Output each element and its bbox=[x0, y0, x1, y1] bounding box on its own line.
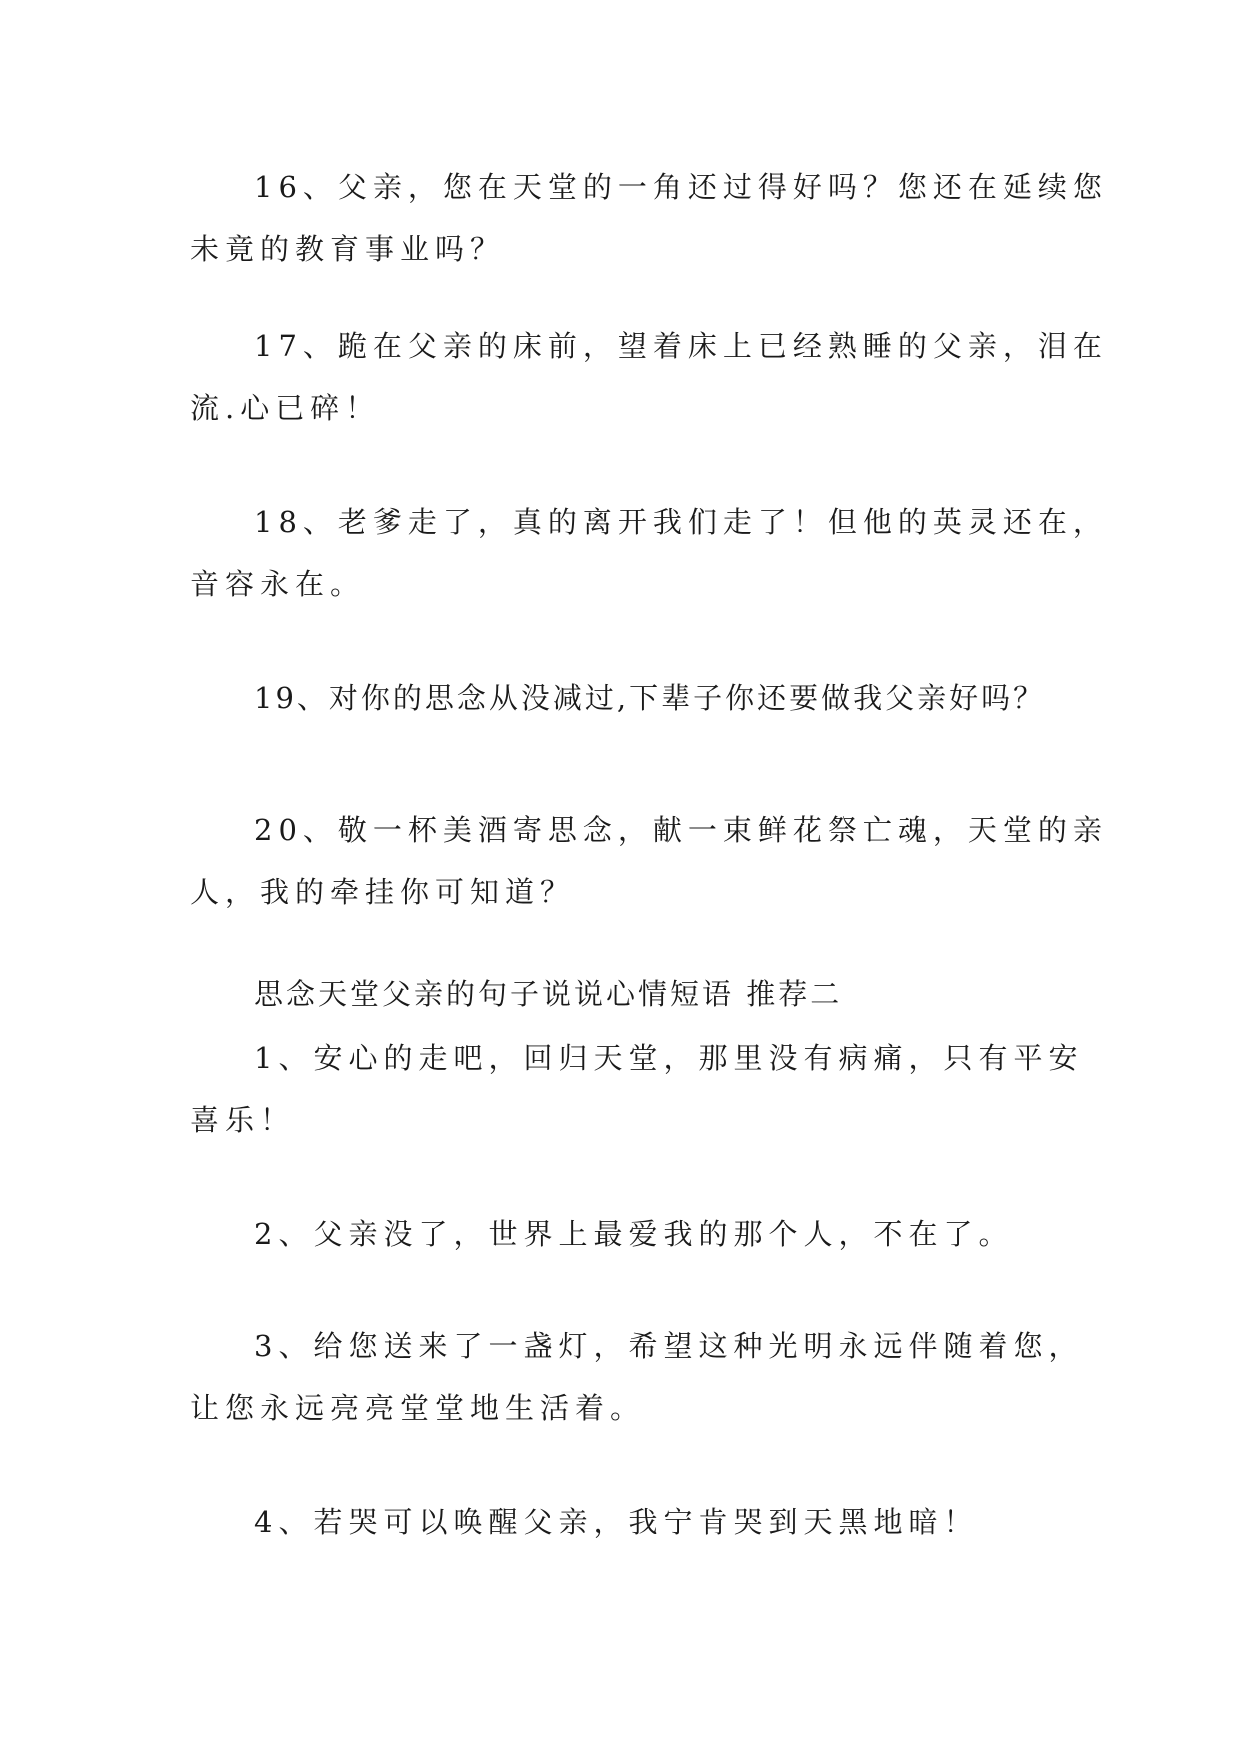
paragraph-line: 让您永远亮亮堂堂地生活着。 bbox=[190, 1391, 646, 1425]
paragraph-line: 喜乐！ bbox=[190, 1103, 296, 1137]
section-heading: 思念天堂父亲的句子说说心情短语 推荐二 bbox=[254, 977, 843, 1011]
paragraph-line: 20、敬一杯美酒寄思念，献一束鲜花祭亡魂，天堂的亲 bbox=[254, 813, 1108, 847]
paragraph-line: 3、给您送来了一盏灯，希望这种光明永远伴随着您， bbox=[254, 1329, 1084, 1363]
paragraph-line: 2、父亲没了，世界上最爱我的那个人，不在了。 bbox=[254, 1217, 1014, 1251]
paragraph-line: 19、对你的思念从没减过,下辈子你还要做我父亲好吗？ bbox=[254, 681, 1046, 715]
paragraph-line: 流.心已碎！ bbox=[190, 391, 381, 425]
paragraph-20 bbox=[190, 799, 1108, 923]
paragraph-line: 人，我的牵挂你可知道？ bbox=[190, 875, 576, 909]
paragraph-line: 17、跪在父亲的床前，望着床上已经熟睡的父亲，泪在 bbox=[254, 329, 1108, 363]
paragraph-line: 4、若哭可以唤醒父亲，我宁肯哭到天黑地暗！ bbox=[254, 1505, 979, 1539]
paragraph-18 bbox=[190, 491, 1108, 615]
paragraph-2 bbox=[190, 1203, 1060, 1265]
paragraph-line: 1、安心的走吧，回归天堂，那里没有病痛，只有平安 bbox=[254, 1041, 1084, 1075]
paragraph-line: 未竟的教育事业吗？ bbox=[190, 232, 506, 266]
paragraph-1 bbox=[190, 1027, 1084, 1151]
paragraph-3 bbox=[190, 1315, 1084, 1439]
paragraph-line: 16、父亲，您在天堂的一角还过得好吗？您还在延续您 bbox=[254, 170, 1108, 204]
paragraph-4 bbox=[190, 1491, 1060, 1553]
paragraph-line: 音容永在。 bbox=[190, 567, 366, 601]
paragraph-16 bbox=[190, 156, 1108, 280]
paragraph-line: 18、老爹走了，真的离开我们走了！但他的英灵还在， bbox=[254, 505, 1108, 539]
paragraph-19 bbox=[190, 667, 1060, 729]
paragraph-17 bbox=[190, 315, 1108, 439]
